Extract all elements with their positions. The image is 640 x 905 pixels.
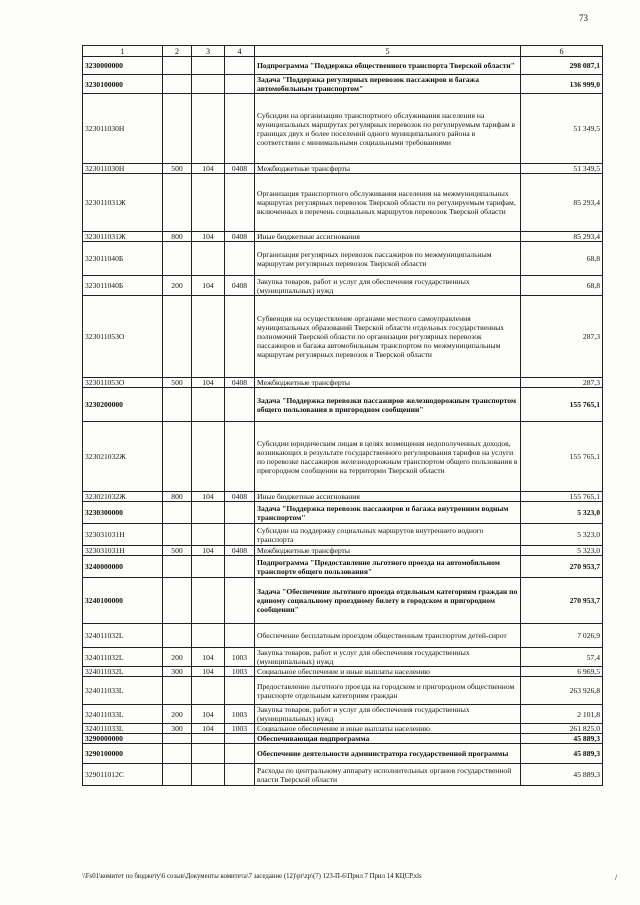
row-section — [163, 677, 192, 705]
row-section — [163, 94, 192, 164]
table-row — [83, 164, 603, 174]
table-row — [83, 734, 603, 744]
row-subsection: 0408 — [225, 378, 255, 388]
row-section: 200 — [163, 276, 192, 296]
table-row — [83, 378, 603, 388]
row-subsection — [225, 94, 255, 164]
row-code: 3230200000 — [83, 388, 163, 422]
row-description: Задача "Поддержка перевозки пассажиров железнодорожным транспортом общего пользования в пригородном сообщении" — [255, 388, 521, 422]
row-code: 323011031Ж — [83, 232, 163, 242]
row-amount: 155 765,1 — [521, 492, 603, 502]
row-section — [163, 764, 192, 786]
row-amount: 5 323,0 — [521, 546, 603, 556]
row-subsection: 1003 — [225, 705, 255, 724]
row-description: Задача "Обеспечение льготного проезда отдельным категориям граждан по единому социальному проездному билету в городском и пригородном сообщении" — [255, 578, 521, 624]
row-description: Подпрограмма "Поддержка общественного транспорта Тверской области" — [255, 57, 521, 75]
row-amount: 287,3 — [521, 296, 603, 378]
row-chapter — [192, 624, 225, 648]
row-chapter — [192, 174, 225, 232]
row-subsection — [225, 524, 255, 546]
row-subsection — [225, 422, 255, 492]
row-subsection: 0408 — [225, 546, 255, 556]
row-chapter — [192, 734, 225, 744]
row-amount: 270 953,7 — [521, 578, 603, 624]
row-section — [163, 75, 192, 94]
row-amount: 68,8 — [521, 242, 603, 276]
table-row — [83, 667, 603, 677]
col-header: 4 — [225, 46, 255, 57]
row-amount: 51 349,5 — [521, 94, 603, 164]
row-chapter: 104 — [192, 276, 225, 296]
budget-table — [82, 45, 603, 786]
row-description: Межбюджетные трансферты — [255, 546, 521, 556]
row-section: 800 — [163, 492, 192, 502]
row-section — [163, 502, 192, 524]
row-amount: 45 889,3 — [521, 764, 603, 786]
row-code: 323021032Ж — [83, 422, 163, 492]
table-row — [83, 764, 603, 786]
row-code: 324011033L — [83, 677, 163, 705]
row-chapter — [192, 296, 225, 378]
row-amount: 45 889,3 — [521, 744, 603, 764]
table-row — [83, 242, 603, 276]
table-row — [83, 388, 603, 422]
row-chapter — [192, 422, 225, 492]
table-row — [83, 296, 603, 378]
table-row — [83, 744, 603, 764]
row-code: 3240000000 — [83, 556, 163, 578]
row-section: 300 — [163, 667, 192, 677]
col-header: 1 — [83, 46, 163, 57]
table-row — [83, 174, 603, 232]
row-section: 200 — [163, 648, 192, 667]
row-section — [163, 242, 192, 276]
row-subsection: 0408 — [225, 492, 255, 502]
row-amount: 155 765,1 — [521, 422, 603, 492]
row-description: Обеспечение бесплатным проездом общественным транспортом детей-сирот — [255, 624, 521, 648]
row-code: 3240100000 — [83, 578, 163, 624]
row-amount: 5 323,0 — [521, 502, 603, 524]
row-chapter — [192, 94, 225, 164]
table-row — [83, 624, 603, 648]
col-header: 6 — [521, 46, 603, 57]
row-code: 324011032L — [83, 624, 163, 648]
table-row — [83, 276, 603, 296]
row-description: Субсидии на организацию транспортного обслуживания населения на муниципальных маршрутах регулярных перевозок по регулируемым тарифам в границах двух и более поселений одного муниципального района в соответствии с минимальными социальными требованиями — [255, 94, 521, 164]
row-amount: 68,8 — [521, 276, 603, 296]
row-description: Закупка товаров, работ и услуг для обеспечения государственных (муниципальных) нужд — [255, 276, 521, 296]
row-chapter: 104 — [192, 492, 225, 502]
row-chapter — [192, 388, 225, 422]
row-code: 324011033L — [83, 705, 163, 724]
row-subsection — [225, 764, 255, 786]
row-code: 323011031Ж — [83, 174, 163, 232]
corner-mark: / — [615, 873, 618, 882]
row-code: 3230100000 — [83, 75, 163, 94]
row-code: 324011033L — [83, 724, 163, 734]
row-subsection — [225, 174, 255, 232]
row-description: Субсидии юридическим лицам в целях возмещения недополученных доходов, возникающих в результате государственного регулирования тарифов на услуги по перевозке пассажиров железнодорожным транспортом общего пользования в пригородном сообщении на территории Тверской области — [255, 422, 521, 492]
row-section: 500 — [163, 378, 192, 388]
row-description: Социальное обеспечение и иные выплаты населению — [255, 724, 521, 734]
row-description: Субвенция на осуществление органами местного самоуправления муниципальных образований Тверской области отдельных государственных полномочий Тверской области по организации регулярных перевозок пассажиров и багажа автомобильным транспортом по межмуниципальным маршрутам регулярных перевозок в Тверской области — [255, 296, 521, 378]
row-amount: 7 026,9 — [521, 624, 603, 648]
row-subsection — [225, 242, 255, 276]
row-section — [163, 57, 192, 75]
row-subsection: 0408 — [225, 164, 255, 174]
row-chapter: 104 — [192, 648, 225, 667]
row-code: 323031031Н — [83, 524, 163, 546]
row-code: 323011053О — [83, 296, 163, 378]
row-description: Закупка товаров, работ и услуг для обеспечения государственных (муниципальных) нужд — [255, 648, 521, 667]
row-section — [163, 388, 192, 422]
row-subsection — [225, 578, 255, 624]
row-amount: 5 323,0 — [521, 524, 603, 546]
row-amount: 136 999,0 — [521, 75, 603, 94]
row-subsection — [225, 57, 255, 75]
row-code: 323011030Н — [83, 164, 163, 174]
table-row — [83, 492, 603, 502]
row-code: 323031031Н — [83, 546, 163, 556]
row-subsection — [225, 734, 255, 744]
col-header: 5 — [255, 46, 521, 57]
row-chapter — [192, 764, 225, 786]
table-row — [83, 556, 603, 578]
row-chapter — [192, 556, 225, 578]
row-amount: 298 087,1 — [521, 57, 603, 75]
table-row — [83, 578, 603, 624]
row-chapter — [192, 578, 225, 624]
row-amount: 51 349,5 — [521, 164, 603, 174]
row-code: 3230300000 — [83, 502, 163, 524]
row-subsection — [225, 388, 255, 422]
table-row — [83, 648, 603, 667]
row-chapter — [192, 744, 225, 764]
row-chapter: 104 — [192, 378, 225, 388]
row-description: Задача "Поддержка перевозок пассажиров и багажа внутренним водным транспортом" — [255, 502, 521, 524]
row-subsection — [225, 296, 255, 378]
row-code: 324011032L — [83, 648, 163, 667]
row-subsection: 1003 — [225, 724, 255, 734]
col-header: 3 — [192, 46, 225, 57]
row-chapter — [192, 242, 225, 276]
row-description: Закупка товаров, работ и услуг для обеспечения государственных (муниципальных) нужд — [255, 705, 521, 724]
row-amount: 2 101,8 — [521, 705, 603, 724]
table-row — [83, 546, 603, 556]
table-row — [83, 422, 603, 492]
file-path-footer: \\Fs01\комитет по бюджету\6 созыв\Документы комитета\7 заседание (12)\pr\zp\(7) 123-П-6\Прил 7 Прил 14 КЦСР.xls — [82, 873, 422, 880]
row-code: 323011053О — [83, 378, 163, 388]
table-header-row — [83, 46, 603, 57]
row-description: Межбюджетные трансферты — [255, 164, 521, 174]
row-amount: 270 953,7 — [521, 556, 603, 578]
table-row — [83, 232, 603, 242]
row-amount: 263 926,8 — [521, 677, 603, 705]
table-row — [83, 502, 603, 524]
row-chapter: 104 — [192, 232, 225, 242]
row-code: 324011032L — [83, 667, 163, 677]
row-section — [163, 174, 192, 232]
row-chapter — [192, 524, 225, 546]
row-code: 323011040Б — [83, 276, 163, 296]
row-section: 500 — [163, 546, 192, 556]
row-chapter — [192, 677, 225, 705]
table-row — [83, 677, 603, 705]
row-subsection — [225, 75, 255, 94]
row-amount: 57,4 — [521, 648, 603, 667]
row-section — [163, 578, 192, 624]
row-chapter: 104 — [192, 705, 225, 724]
row-subsection — [225, 744, 255, 764]
table-row — [83, 705, 603, 724]
row-subsection: 1003 — [225, 648, 255, 667]
row-description: Задача "Поддержка регулярных перевозок пассажиров и багажа автомобильным транспортом" — [255, 75, 521, 94]
row-subsection — [225, 624, 255, 648]
row-section — [163, 556, 192, 578]
row-code: 323011040Б — [83, 242, 163, 276]
page-number: 73 — [579, 13, 588, 23]
row-amount: 6 969,5 — [521, 667, 603, 677]
row-code: 329011012С — [83, 764, 163, 786]
row-amount: 261 825,0 — [521, 724, 603, 734]
row-amount: 85 293,4 — [521, 174, 603, 232]
row-chapter: 104 — [192, 164, 225, 174]
row-chapter — [192, 502, 225, 524]
row-section — [163, 734, 192, 744]
row-code: 3290100000 — [83, 744, 163, 764]
table-row — [83, 57, 603, 75]
row-section — [163, 524, 192, 546]
table-row — [83, 94, 603, 164]
row-section: 200 — [163, 705, 192, 724]
row-code: 323021032Ж — [83, 492, 163, 502]
row-subsection: 0408 — [225, 276, 255, 296]
row-subsection — [225, 677, 255, 705]
row-section — [163, 296, 192, 378]
row-section — [163, 422, 192, 492]
row-chapter — [192, 75, 225, 94]
row-amount: 155 765,1 — [521, 388, 603, 422]
table-row — [83, 75, 603, 94]
row-section: 500 — [163, 164, 192, 174]
row-section — [163, 744, 192, 764]
row-chapter: 104 — [192, 667, 225, 677]
row-chapter — [192, 57, 225, 75]
row-description: Обеспечение деятельности администратора государственной программы — [255, 744, 521, 764]
row-subsection — [225, 502, 255, 524]
col-header: 2 — [163, 46, 192, 57]
row-subsection: 1003 — [225, 667, 255, 677]
row-code: 323011030Н — [83, 94, 163, 164]
table-row — [83, 524, 603, 546]
row-description: Подпрограмма "Предоставление льготного проезда на автомобильном транспорте общего пользования" — [255, 556, 521, 578]
row-description: Предоставление льготного проезда на городском и пригородном общественном транспорте отдельным категориям граждан — [255, 677, 521, 705]
row-description: Расходы по центральному аппарату исполнительных органов государственной власти Тверской области — [255, 764, 521, 786]
row-section: 800 — [163, 232, 192, 242]
row-subsection: 0408 — [225, 232, 255, 242]
row-chapter: 104 — [192, 724, 225, 734]
row-code: 3230000000 — [83, 57, 163, 75]
row-description: Иные бюджетные ассигнования — [255, 232, 521, 242]
row-chapter: 104 — [192, 546, 225, 556]
row-description: Организация регулярных перевозок пассажиров по межмуниципальным маршрутам регулярных перевозок Тверской области — [255, 242, 521, 276]
table-row — [83, 724, 603, 734]
row-description: Субсидии на поддержку социальных маршрутов внутреннего водного транспорта — [255, 524, 521, 546]
row-amount: 45 889,3 — [521, 734, 603, 744]
row-amount: 85 293,4 — [521, 232, 603, 242]
row-section — [163, 624, 192, 648]
row-section: 300 — [163, 724, 192, 734]
row-description: Иные бюджетные ассигнования — [255, 492, 521, 502]
row-subsection — [225, 556, 255, 578]
row-description: Межбюджетные трансферты — [255, 378, 521, 388]
row-description: Социальное обеспечение и иные выплаты населению — [255, 667, 521, 677]
row-code: 3290000000 — [83, 734, 163, 744]
row-description: Организация транспортного обслуживания населения на межмуниципальных маршрутах регулярных перевозок Тверской области по регулируемым тарифам, включенных в перечень социальных маршрутов перевозок Тверской области — [255, 174, 521, 232]
row-description: Обеспечивающая подпрограмма — [255, 734, 521, 744]
row-amount: 287,3 — [521, 378, 603, 388]
